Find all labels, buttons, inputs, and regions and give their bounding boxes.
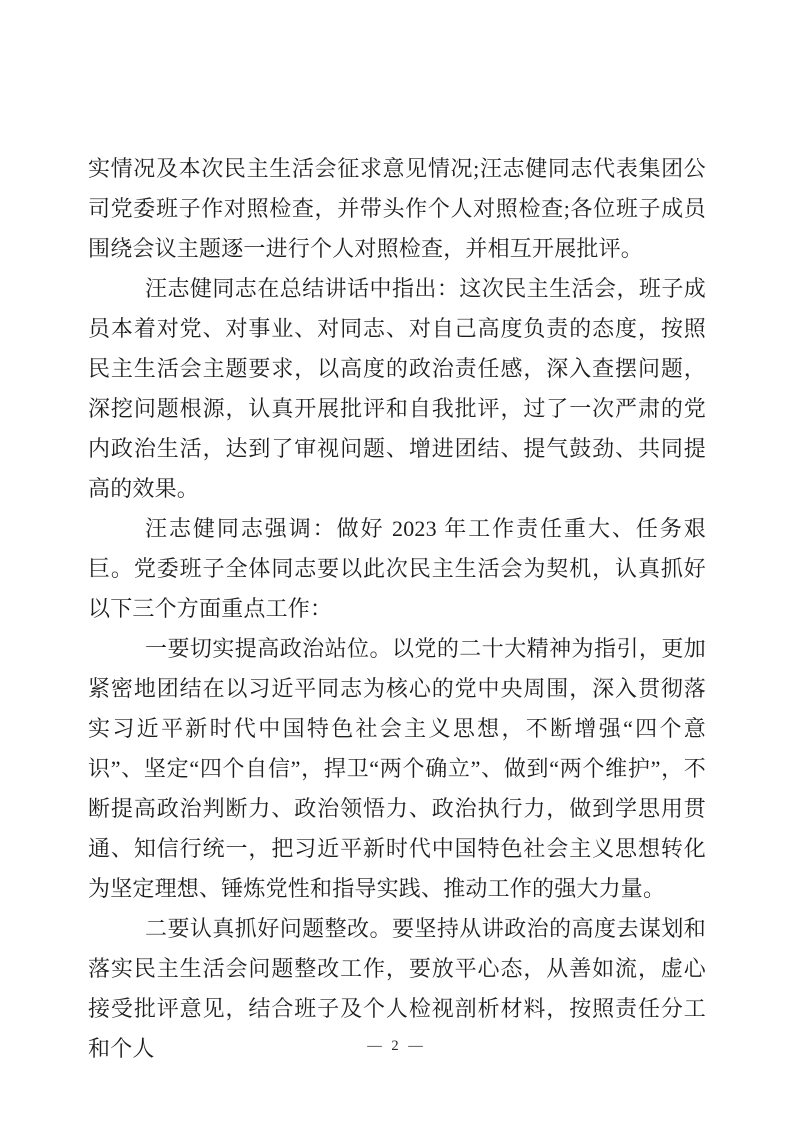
document-content	[88, 149, 706, 1069]
page-footer	[0, 1037, 793, 1055]
paragraph: 二要认真抓好问题整改。要坚持从讲政治的高度去谋划和落实民主生活会问题整改工作，要放平心态，从善如流，虚心接受批评意见，结合班子及个人检视剖析材料，按照责任分工和个人	[88, 916, 706, 1061]
page-number: — 2 —	[367, 1038, 426, 1054]
paragraph: 一要切实提高政治站位。以党的二十大精神为指引，更加紧密地团结在以习近平同志为核心的党中央周围，深入贯彻落实习近平新时代中国特色社会主义思想，不断增强“四个意识”、坚定“四个自信”，捍卫“两个确立”、做到“两个维护”，不断提高政治判断力、政治领悟力、政治执行力，做到学思用贯通、知信行统一，把习近平新时代中国特色社会主义思想转化为坚定理想、锤炼党性和指导实践、推动工作的强大力量。	[88, 636, 706, 901]
paragraph: 实情况及本次民主生活会征求意见情况;汪志健同志代表集团公司党委班子作对照检查，并带头作个人对照检查;各位班子成员围绕会议主题逐一进行个人对照检查，并相互开展批评。	[88, 156, 706, 261]
paragraph: 汪志健同志强调：做好 2023 年工作责任重大、任务艰巨。党委班子全体同志要以此次民主生活会为契机，认真抓好以下三个方面重点工作：	[88, 516, 706, 621]
paragraph: 汪志健同志在总结讲话中指出：这次民主生活会，班子成员本着对党、对事业、对同志、对自己高度负责的态度，按照民主生活会主题要求，以高度的政治责任感，深入查摆问题，深挖问题根源，认真开展批评和自我批评，过了一次严肃的党内政治生活，达到了审视问题、增进团结、提气鼓劲、共同提高的效果。	[88, 276, 706, 501]
